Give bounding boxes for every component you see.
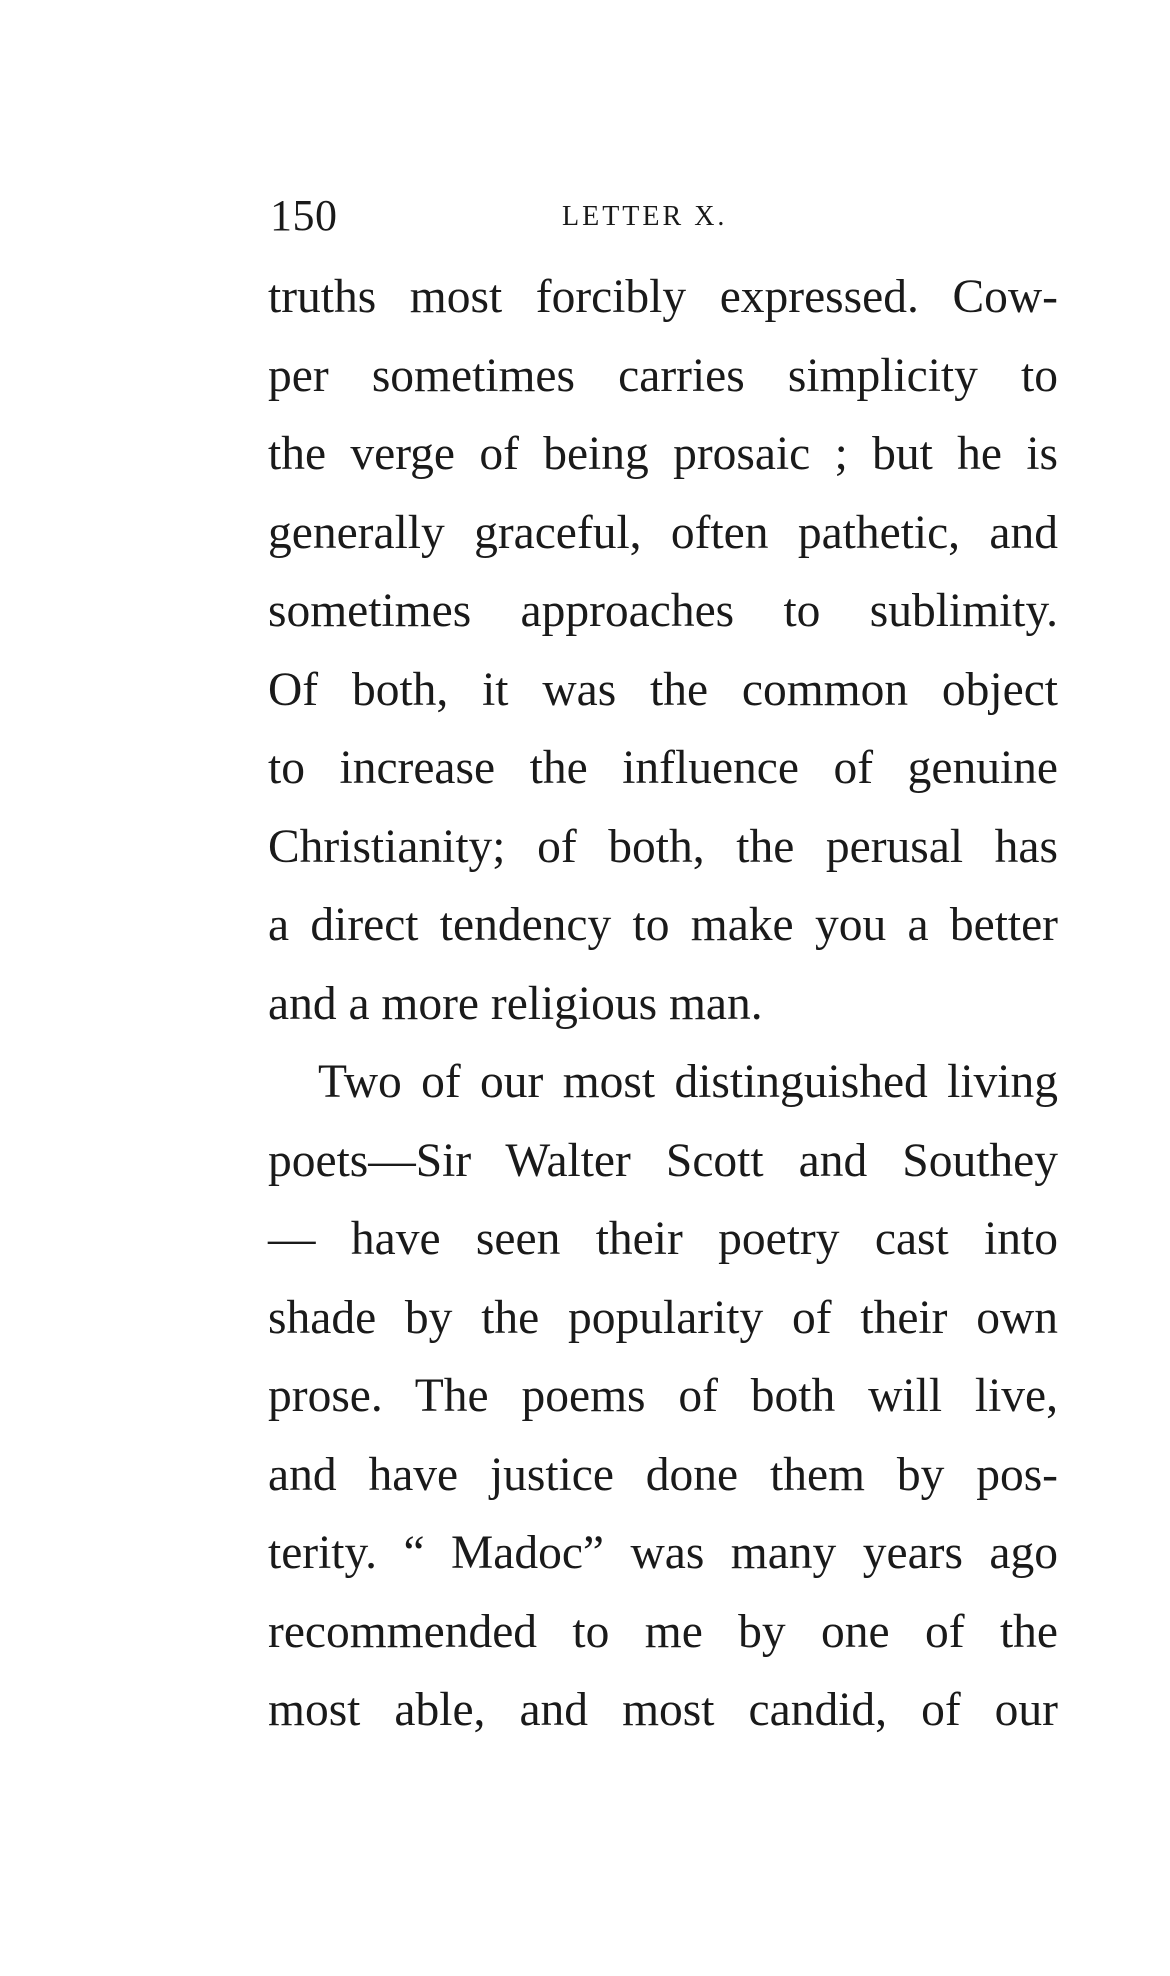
text-line: to increase the influence of genuine <box>268 742 1058 794</box>
text-line: terity. “ Madoc” was many years ago <box>268 1527 1058 1579</box>
text-line: Of both, it was the common object <box>268 663 1058 716</box>
text-line: recommended to me by one of the <box>268 1605 1058 1658</box>
text-line: most able, and most candid, of our <box>268 1684 1058 1736</box>
text-line-paragraph-end: and a more religious man. <box>268 977 763 1030</box>
text-line: — have seen their poetry cast into <box>268 1213 1058 1265</box>
text-line: the verge of being prosaic ; but he is <box>268 428 1058 480</box>
text-line: shade by the popularity of their own <box>268 1291 1058 1344</box>
text-line: and have justice done them by pos- <box>268 1448 1058 1501</box>
text-line: a direct tendency to make you a better <box>268 899 1058 951</box>
text-line: poets—Sir Walter Scott and Southey <box>268 1134 1058 1187</box>
body-text <box>268 258 1058 1750</box>
text-line: per sometimes carries simplicity to <box>268 349 1058 402</box>
text-line: prose. The poems of both will live, <box>268 1370 1058 1422</box>
text-line: generally graceful, often pathetic, and <box>268 506 1058 559</box>
text-line-paragraph-start: Two of our most distinguished living <box>318 1056 1058 1108</box>
text-line: Christianity; of both, the perusal has <box>268 820 1058 873</box>
page-number: 150 <box>270 191 338 240</box>
running-title: LETTER X. <box>562 201 728 232</box>
text-line: truths most forcibly expressed. Cow- <box>268 271 1058 323</box>
running-head <box>270 186 1060 246</box>
text-line: sometimes approaches to sublimity. <box>268 585 1058 637</box>
